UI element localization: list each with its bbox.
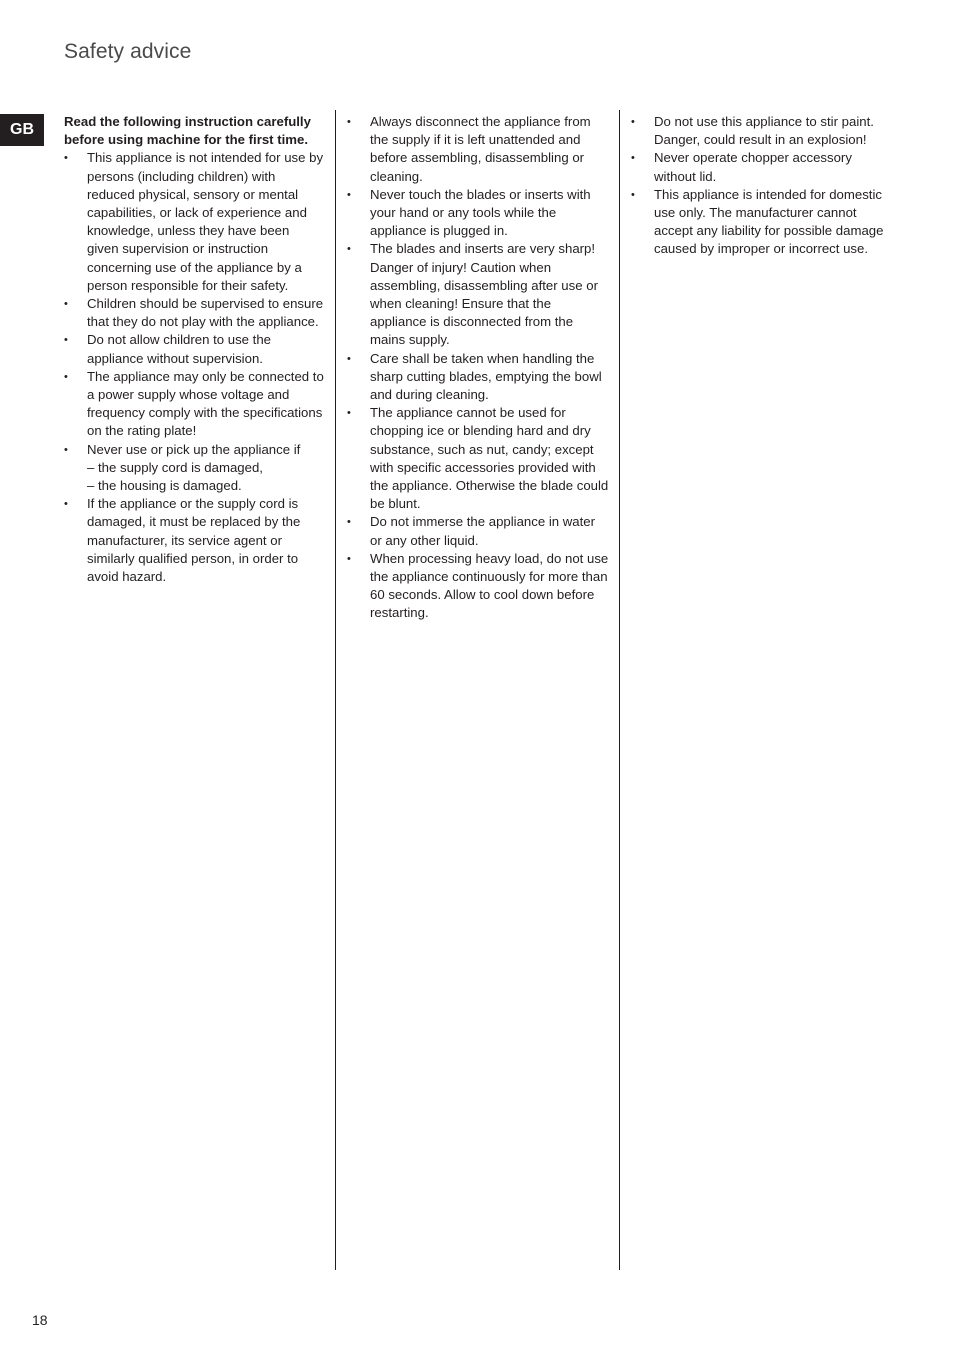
bullet-icon: • [347,116,351,128]
bullet-icon: • [347,188,351,201]
list-item-text: Never use or pick up the appliance if [87,441,301,457]
list-item [347,240,609,349]
page-title: Safety advice [64,40,192,63]
list-item-text: Always disconnect the appliance from the supply if it is left unattended and before assembling, disassembling or cleaning. [370,114,591,184]
list-item [347,404,609,513]
column-divider-2 [619,110,620,1270]
column-divider-1 [335,110,336,1270]
bullet-icon: • [64,152,68,165]
list-item [347,186,609,241]
bullet-icon: • [347,516,351,529]
list-item [631,113,893,149]
list-item-text: When processing heavy load, do not use the appliance continuously for more than 60 seconds. Allow to cool down before restarting. [370,550,609,621]
column-1 [64,113,324,586]
list-item [347,550,609,623]
list-item-text: The appliance may only be connected to a power supply whose voltage and frequency comply with the specifications on the rating plate! [87,368,324,439]
sub-item: – the housing is damaged. [87,478,242,494]
list-item-text: This appliance is not intended for use by persons (including children) with reduced physical, sensory or mental capabilities, or lack of experience and knowledge, unless they have been given supervision or instruction concerning use of the appliance by a person responsible for their safety. [87,150,324,293]
language-badge: GB [0,114,44,146]
column-3 [631,113,893,259]
bullet-icon: • [347,352,351,365]
column-2 [347,113,609,623]
bullet-icon: • [64,498,68,511]
list-item [64,331,324,367]
list-item-text: Children should be supervised to ensure that they do not play with the appliance. [87,296,324,330]
bullet-icon: • [631,188,635,201]
list-item-text: The blades and inserts are very sharp! Danger of injury! Caution when assembling, disassembling after use or when cleaning! Ensure that the appliance is disconnected from the mains supply. [370,241,598,348]
list-item [347,113,609,186]
bullet-icon: • [64,298,68,311]
list-item [347,350,609,405]
safety-list-1 [64,149,324,586]
list-item [64,495,324,586]
intro-text: Read the following instruction carefully before using machine for the first time. [64,114,311,148]
bullet-icon: • [64,443,68,456]
page-number: 18 [32,1312,48,1328]
list-item-text: The appliance cannot be used for chopping ice or blending hard and dry substance, such as nut, candy; except with specific accessories provided with the appliance. Otherwise the blade could be blunt. [370,405,609,512]
list-item-text: Do not allow children to use the appliance without supervision. [87,332,272,366]
list-item-text: Never touch the blades or inserts with your hand or any tools while the appliance is plugged in. [370,186,591,239]
list-item-text: Do not use this appliance to stir paint. Danger, could result in an explosion! [654,114,874,148]
bullet-icon: • [64,370,68,383]
list-item-text: Do not immerse the appliance in water or any other liquid. [370,514,596,548]
list-item-text: This appliance is intended for domestic use only. The manufacturer cannot accept any liability for possible damage caused by improper or incorrect use. [654,186,884,257]
safety-list-2 [347,113,609,623]
list-item [64,149,324,295]
bullet-icon: • [347,243,351,256]
list-item-text: Care shall be taken when handling the sharp cutting blades, emptying the bowl and during cleaning. [370,350,602,403]
list-item-text: If the appliance or the supply cord is damaged, it must be replaced by the manufacturer, its service agent or similarly qualified person, in order to avoid hazard. [87,496,301,585]
list-item [64,368,324,441]
list-item [631,186,893,259]
safety-list-3 [631,113,893,259]
list-item-text: Never operate chopper accessory without lid. [654,150,852,184]
bullet-icon: • [347,407,351,420]
sub-item: – the supply cord is damaged, [87,459,263,475]
list-item [347,513,609,549]
list-item [64,295,324,331]
bullet-icon: • [631,152,635,165]
bullet-icon: • [347,552,351,565]
bullet-icon: • [64,334,68,347]
list-item [64,441,324,496]
bullet-icon: • [631,116,635,128]
list-item [631,149,893,185]
